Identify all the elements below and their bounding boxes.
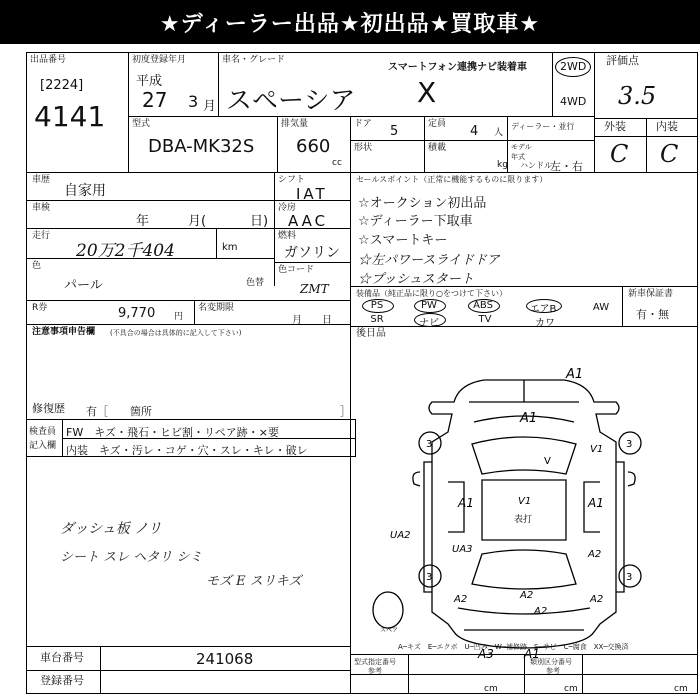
equip-pw-circle (414, 299, 446, 313)
drive-4wd: 4WD (560, 95, 587, 108)
equip-ps-circle (362, 299, 394, 313)
sales-point-1: ☆オークション初出品 (358, 196, 487, 211)
interior-label: 内装 (656, 120, 678, 133)
interior-score: C (660, 140, 679, 168)
sales-point-5: ☆プッシュスタート (358, 272, 474, 287)
diagram-mark-a2-rear2: A2 (534, 606, 548, 617)
exterior-label: 外装 (604, 120, 626, 133)
recycle-label: R券 (32, 303, 48, 313)
load-unit: kg (497, 160, 508, 170)
diagram-mark-3-fl: 3 (426, 439, 433, 450)
notes-sub: (不具合の場合は具体的に記入して下さい) (110, 329, 242, 337)
first-reg-label: 初度登録年月 (132, 55, 187, 65)
color-code-label: 色コード (278, 265, 315, 275)
diagram-mark-ua2: UA2 (390, 530, 411, 541)
first-reg-era: 平成 (136, 74, 163, 89)
capacity-unit: 人 (494, 128, 504, 138)
equip-leather: カワ (535, 318, 555, 329)
inspector-row1: FW キズ・飛石・ヒビ割・リペア跡・×要 (66, 426, 279, 439)
equip-airbag-circle (526, 299, 562, 313)
handwritten-line2: シート スレ ヘタリ シミ (60, 550, 203, 565)
mileage-value: 20万2千404 (76, 241, 175, 261)
diagram-mark-a3: A3 (478, 647, 494, 661)
aircon-value: AAC (288, 212, 329, 230)
inspection-year: 年 (136, 214, 150, 229)
drive-2wd: 2WD (560, 60, 587, 73)
damage-diagram (354, 362, 694, 662)
diagram-mark-roof-note: 表打 (514, 515, 533, 525)
shape-label: 形状 (354, 143, 373, 153)
diagram-mark-a1-top: A1 (566, 367, 584, 382)
diagram-mark-a2-rl: A2 (454, 594, 468, 605)
repair-value: 有［ 箇所 (86, 405, 152, 418)
lot-sub: [2224] (40, 78, 84, 93)
recycle-unit: 円 (174, 312, 184, 322)
equip-abs-circle (468, 299, 500, 313)
first-reg-year: 27 (142, 88, 168, 112)
aircon-label: 冷房 (278, 203, 297, 213)
diagram-mark-a2-rr: A2 (590, 594, 604, 605)
handle-label: ハンドル (520, 161, 552, 170)
equip-abs: ABS (473, 300, 493, 311)
footer-cm-3: cm (674, 684, 688, 694)
diagram-mark-a1-right: A1 (588, 496, 604, 510)
fuel-value: ガソリン (284, 245, 340, 261)
diagram-mark-v: V (544, 456, 551, 467)
shift-label: シフト (278, 175, 306, 185)
score-value: 3.5 (618, 82, 657, 110)
inspector-label2: 記入欄 (29, 441, 57, 451)
name-change-day: 日 (322, 315, 332, 326)
diagram-mark-3-rr: 3 (626, 572, 633, 583)
inspection-day: 日) (250, 214, 269, 229)
equip-tv: TV (478, 314, 492, 325)
displacement-label: 排気量 (281, 119, 309, 129)
register-label: 登録番号 (40, 674, 84, 687)
diagram-mark-a1-left: A1 (458, 496, 474, 510)
diagram-mark-a2-rear1: A2 (520, 590, 534, 601)
car-name-label: 車名・グレード (222, 55, 286, 65)
footer-cm-2: cm (564, 684, 578, 694)
door-label: ドア (354, 119, 372, 129)
car-name: スペーシア (226, 86, 356, 116)
score-label: 評価点 (606, 54, 639, 67)
diagram-mark-a1-hood: A1 (520, 411, 538, 426)
category-value: 自家用 (64, 183, 106, 199)
banner: ★ディーラー出品★初出品★買取車★ (0, 0, 700, 44)
diagram-mark-a1-bottom: A1 (524, 647, 540, 661)
capacity-label: 定員 (428, 119, 447, 129)
inspection-month: 月( (188, 214, 207, 229)
handwritten-line1: ダッシュ板 ノリ (60, 521, 162, 537)
diagram-mark-3-rl: 3 (426, 572, 433, 583)
model-value: DBA-MK32S (148, 136, 255, 157)
mileage-label: 走行 (32, 231, 51, 241)
lot-label: 出品番号 (30, 55, 67, 65)
diagram-mark-3-fr: 3 (626, 439, 633, 450)
warranty-value: 有・無 (636, 308, 669, 321)
color-value: パール (64, 278, 103, 293)
name-change-month: 月 (292, 315, 302, 326)
lot-number: 4141 (34, 100, 106, 133)
equip-airbag: エアB (529, 304, 557, 315)
diagram-spare-label: スペア (380, 627, 399, 634)
sales-point-4: ☆左パワースライドドア (358, 253, 500, 268)
type-ref: 参考 (368, 667, 382, 675)
footer-cm-1: cm (484, 684, 498, 694)
displacement-value: 660 (296, 136, 331, 157)
equip-sr: SR (370, 314, 384, 325)
repair-bracket: ］ (340, 405, 351, 418)
sales-points-label: セールスポイント（正常に機能するものに限ります） (356, 175, 548, 184)
displacement-unit: cc (332, 158, 342, 168)
model-year-label: モデル年式 (511, 143, 532, 161)
handwritten-line3: モズ E スリキズ (206, 574, 302, 589)
dealer-label: ディーラー・並行 (511, 122, 575, 131)
inspector-label1: 検査員 (29, 427, 57, 437)
color-change-label: 色替 (246, 278, 265, 288)
equip-navi-circle (414, 313, 446, 327)
equipment-label: 装備品（純正品に限り○をつけて下さい） (356, 289, 507, 298)
category-label: 車歴 (32, 175, 51, 185)
equip-navi: ナビ (419, 318, 439, 329)
type-label: 型式指定番号 (354, 658, 396, 666)
notes-label: 注意事項申告欄 (32, 327, 96, 337)
color-code: ZMT (300, 282, 329, 296)
repair-label: 修復歴 (32, 402, 65, 415)
load-label: 積載 (428, 143, 447, 153)
name-change-label: 名変期限 (198, 303, 235, 313)
chassis-label: 車台番号 (40, 651, 84, 664)
equip-pw: PW (421, 300, 437, 311)
shift-value: IAT (296, 185, 328, 203)
exterior-score: C (610, 140, 629, 168)
equip-ps: PS (370, 300, 384, 311)
equip-aw: AW (592, 302, 610, 313)
class-ref: 参考 (546, 667, 560, 675)
inspector-row2: 内装 キズ・汚レ・コゲ・穴・スレ・キレ・破レ (66, 444, 308, 457)
color-label: 色 (32, 261, 42, 271)
fuel-label: 燃料 (278, 231, 297, 241)
diagram-mark-v1-roof: V1 (518, 496, 532, 507)
capacity-value: 4 (470, 124, 479, 139)
diagram-mark-v1-fr: V1 (590, 444, 604, 455)
mileage-unit: km (222, 242, 238, 253)
diagram-mark-ua3: UA3 (452, 544, 473, 555)
recycle-value: 9,770 (118, 306, 156, 321)
rear-label: 後日品 (356, 328, 386, 339)
first-reg-month: 3 (188, 92, 199, 111)
inspection-label: 車検 (32, 203, 51, 213)
class-label: 類別区分番号 (530, 658, 572, 666)
door-value: 5 (390, 124, 399, 139)
nav-note: スマートフォン連携ナビ装着車 (388, 62, 527, 73)
damage-legend: A─キズ E─エクボ U─凹み W─補修跡 S─サビ C─腐食 XX─交換済 (398, 643, 629, 651)
chassis-value: 241068 (196, 650, 254, 668)
handle-value: 左・右 (550, 160, 583, 173)
model-label: 型式 (132, 119, 151, 129)
sales-point-2: ☆ディーラー下取車 (358, 214, 473, 229)
first-reg-month-unit: 月 (203, 99, 217, 114)
car-grade: X (417, 76, 437, 109)
warranty-label: 新車保証書 (628, 289, 674, 299)
diagram-mark-a2-right: A2 (588, 549, 602, 560)
sales-point-3: ☆スマートキー (358, 233, 448, 248)
